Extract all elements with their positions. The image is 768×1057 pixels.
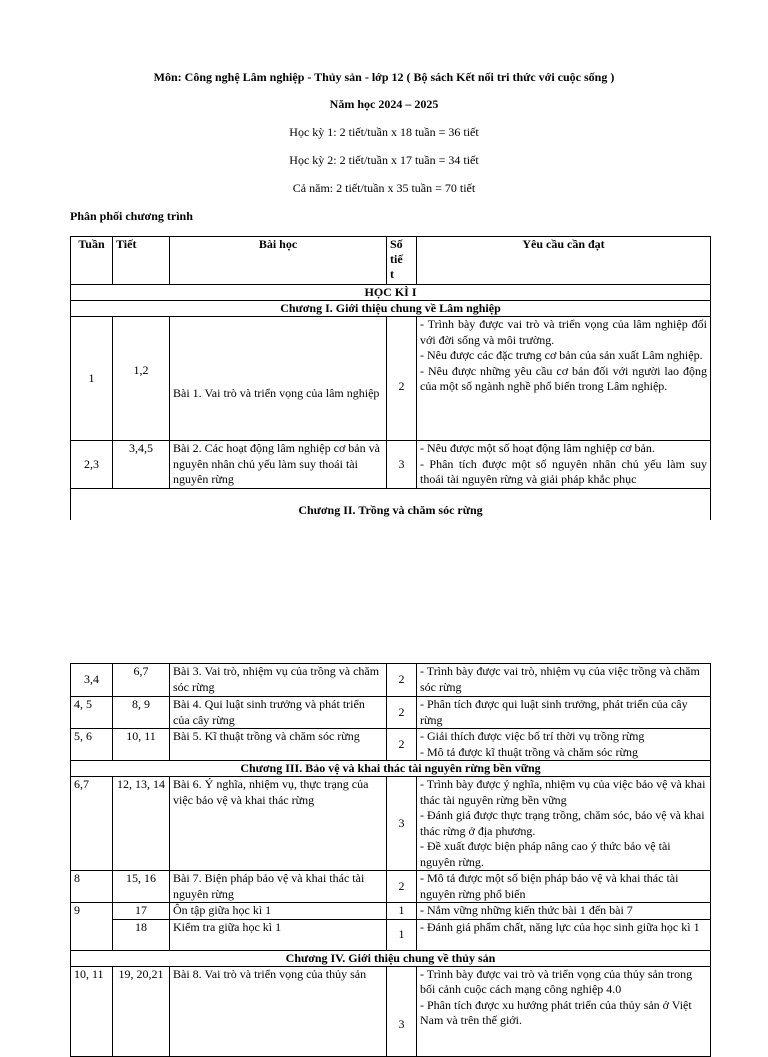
semester-heading: HỌC KÌ I <box>71 285 711 301</box>
lesson-cell: Bài 3. Vai trò, nhiệm vụ của trồng và chăm sóc rừng <box>170 664 387 697</box>
requirements-cell: - Trình bày được vai trò và triển vọng của thủy sản trong bối cảnh cuộc cách mạng công nghiệp 4.0 - Phân tích được xu hướng phát triển của thủy sản ở Việt Nam và trên thế giới. <box>417 966 711 1056</box>
school-year: Năm học 2024 – 2025 <box>329 97 439 111</box>
table-row <box>71 729 711 761</box>
page-break <box>0 520 768 663</box>
chapter-heading: Chương II. Trồng và chăm sóc rừng <box>71 489 711 527</box>
week-cell: 9 <box>71 903 113 951</box>
col-header-lesson: Bài học <box>170 237 387 285</box>
table-row <box>71 317 711 441</box>
curriculum-table-page-2 <box>70 663 711 1057</box>
lesson-cell: Bài 4. Qui luật sinh trưởng và phát triển của cây rừng <box>170 697 387 729</box>
count-cell: 1 <box>387 903 417 920</box>
lesson-cell: Bài 8. Vai trò và triển vọng của thủy sản <box>170 966 387 1056</box>
table-row <box>71 966 711 1056</box>
count-cell: 2 <box>387 729 417 761</box>
col-header-requirements: Yêu cầu cần đạt <box>417 237 711 285</box>
period-cell: 8, 9 <box>113 697 170 729</box>
week-cell: 2,3 <box>71 441 113 489</box>
period-cell: 3,4,5 <box>113 441 170 489</box>
requirements-cell: - Trình bày được ý nghĩa, nhiệm vụ của việc bảo vệ và khai thác tài nguyên rừng bền vững - Đánh giá được thực trạng trồng, chăm sóc, bảo vệ và khai thác rừng ở địa phương. - Đề xuất được biện pháp nâng cao ý thức bảo vệ tài nguyên rừng. <box>417 777 711 871</box>
col-header-week: Tuần <box>71 237 113 285</box>
count-cell: 2 <box>387 317 417 441</box>
lesson-cell: Kiểm tra giữa học kì 1 <box>170 919 387 950</box>
curriculum-table-page-1 <box>70 236 711 527</box>
chapter-heading: Chương III. Bảo vệ và khai thác tài nguyên rừng bền vững <box>71 761 711 777</box>
count-cell: 2 <box>387 697 417 729</box>
table-row <box>71 441 711 489</box>
table-row <box>71 777 711 871</box>
count-cell: 3 <box>387 966 417 1056</box>
program-heading: Phân phối chương trình <box>70 209 193 223</box>
lesson-cell: Bài 2. Các hoạt động lâm nghiệp cơ bản và nguyên nhân chủ yếu làm suy thoái tài nguyên rừng <box>170 441 387 489</box>
col-header-period: Tiết <box>113 237 170 285</box>
count-cell: 3 <box>387 441 417 489</box>
count-cell: 1 <box>387 919 417 950</box>
week-cell: 3,4 <box>71 664 113 697</box>
count-cell: 3 <box>387 777 417 871</box>
week-cell: 6,7 <box>71 777 113 871</box>
requirements-cell: - Trình bày được vai trò và triển vọng của lâm nghiệp đối với đời sống và môi trường. - Nêu được các đặc trưng cơ bản của sản xuất Lâm nghiệp. - Nêu được những yêu cầu cơ bản đối với người lao động của một số ngành nghề phổ biến trong Lâm nghiệp. <box>417 317 711 441</box>
chapter-heading: Chương IV. Giới thiệu chung về thủy sản <box>71 950 711 966</box>
table-row <box>71 871 711 903</box>
chapter-heading: Chương I. Giới thiệu chung về Lâm nghiệp <box>71 301 711 317</box>
lesson-cell: Bài 7. Biện pháp bảo vệ và khai thác tài nguyên rừng <box>170 871 387 903</box>
period-cell: 17 <box>113 903 170 920</box>
requirements-cell: - Đánh giá phẩm chất, năng lực của học sinh giữa học kì 1 <box>417 919 711 950</box>
period-cell: 19, 20,21 <box>113 966 170 1056</box>
col-header-count: Số tiế t <box>387 237 417 285</box>
count-cell: 2 <box>387 664 417 697</box>
table-row <box>71 697 711 729</box>
requirements-cell: - Phân tích được qui luật sinh trưởng, phát triển của cây rừng <box>417 697 711 729</box>
period-cell: 15, 16 <box>113 871 170 903</box>
document-subject-title: Môn: Công nghệ Lâm nghiệp - Thủy sản - lớp 12 ( Bộ sách Kết nối tri thức với cuộc sống ) <box>153 70 615 84</box>
requirements-cell: - Giải thích được việc bố trí thời vụ trồng rừng - Mô tả được kĩ thuật trồng và chăm sóc rừng <box>417 729 711 761</box>
week-cell: 5, 6 <box>71 729 113 761</box>
count-cell: 2 <box>387 871 417 903</box>
requirements-cell: - Nắm vững những kiến thức bài 1 đến bài 7 <box>417 903 711 920</box>
week-cell: 4, 5 <box>71 697 113 729</box>
table-row <box>71 903 711 920</box>
table-header-row <box>71 237 711 285</box>
period-cell: 1,2 <box>113 317 170 441</box>
requirements-cell: - Mô tả được một số biện pháp bảo vệ và khai thác tài nguyên rừng phổ biến <box>417 871 711 903</box>
lesson-cell: Bài 1. Vai trò và triển vọng của lâm nghiệp <box>170 317 387 441</box>
table-row <box>71 664 711 697</box>
lesson-cell: Bài 6. Ý nghĩa, nhiệm vụ, thực trạng của việc bảo vệ và khai thác rừng <box>170 777 387 871</box>
table-row <box>71 919 711 950</box>
period-cell: 6,7 <box>113 664 170 697</box>
week-cell: 10, 11 <box>71 966 113 1056</box>
requirements-cell: - Nêu được một số hoạt động lâm nghiệp cơ bản. - Phân tích được một số nguyên nhân chủ yếu làm suy thoái tài nguyên rừng và giải pháp khắc phục <box>417 441 711 489</box>
requirements-cell: - Trình bày được vai trò, nhiệm vụ của việc trồng và chăm sóc rừng <box>417 664 711 697</box>
week-cell: 1 <box>71 317 113 441</box>
week-cell: 8 <box>71 871 113 903</box>
period-cell: 10, 11 <box>113 729 170 761</box>
period-cell: 18 <box>113 919 170 950</box>
lesson-cell: Bài 5. Kĩ thuật trồng và chăm sóc rừng <box>170 729 387 761</box>
semester-1-info: Học kỳ 1: 2 tiết/tuần x 18 tuần = 36 tiết <box>289 125 479 139</box>
full-year-info: Cả năm: 2 tiết/tuần x 35 tuần = 70 tiết <box>292 181 476 195</box>
semester-2-info: Học kỳ 2: 2 tiết/tuần x 17 tuần = 34 tiết <box>289 153 479 167</box>
period-cell: 12, 13, 14 <box>113 777 170 871</box>
lesson-cell: Ôn tập giữa học kì 1 <box>170 903 387 920</box>
